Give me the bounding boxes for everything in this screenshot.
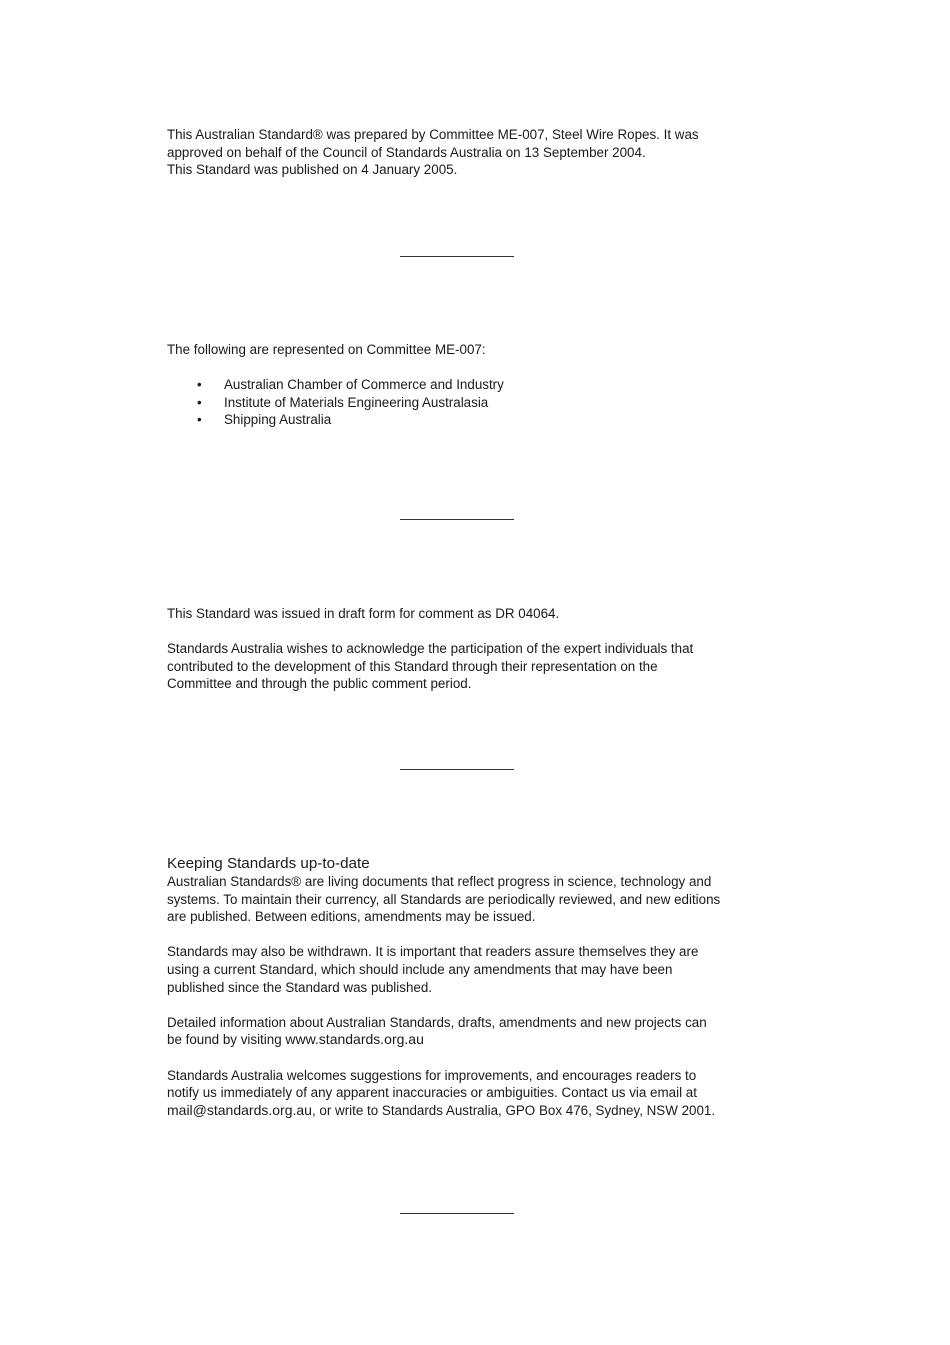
suggestions-line-3 xyxy=(167,1102,757,1120)
preparation-statement xyxy=(167,126,757,179)
preparation-line-1: This Australian Standard® was prepared by Committee ME-007, Steel Wire Ropes. It was xyxy=(167,127,699,142)
withdrawn-line-2: using a current Standard, which should include any amendments that may have been xyxy=(167,961,673,977)
committee-member-item xyxy=(167,411,757,429)
draft-statement: This Standard was issued in draft form for comment as DR 04064. xyxy=(167,606,560,621)
suggestions-line-1: Standards Australia welcomes suggestions for improvements, and encourages readers to xyxy=(167,1067,697,1083)
committee-section xyxy=(167,341,757,429)
committee-member-name: Shipping Australia xyxy=(224,412,332,428)
acknowledgement-line-3: Committee and through the public comment period. xyxy=(167,676,472,692)
committee-intro: The following are represented on Committee ME-007: xyxy=(167,342,486,357)
email-link[interactable]: mail@standards.org.au xyxy=(167,1101,312,1118)
living-documents-line-2: systems. To maintain their currency, all Standards are periodically reviewed, and new editions xyxy=(167,891,721,907)
committee-member-list xyxy=(167,376,757,429)
section-divider-1 xyxy=(400,256,514,257)
draft-section xyxy=(167,605,757,693)
withdrawn-line-1: Standards may also be withdrawn. It is important that readers assure themselves they are xyxy=(167,944,699,960)
preparation-line-3: This Standard was published on 4 January 2005. xyxy=(167,162,458,178)
committee-member-name: Institute of Materials Engineering Australasia xyxy=(224,394,489,410)
keeping-standards-section xyxy=(167,854,757,1119)
information-line-1: Detailed information about Australian Standards, drafts, amendments and new projects can xyxy=(167,1014,707,1030)
suggestions-line-2: notify us immediately of any apparent inaccuracies or ambiguities. Contact us via email at xyxy=(167,1085,697,1101)
information-prefix: be found by visiting xyxy=(167,1032,286,1048)
preparation-line-2: approved on behalf of the Council of Standards Australia on 13 September 2004. xyxy=(167,144,646,160)
acknowledgement-line-1: Standards Australia wishes to acknowledge the participation of the expert individuals that xyxy=(167,641,694,657)
committee-member-item xyxy=(167,394,757,412)
living-documents-line-3: are published. Between editions, amendments may be issued. xyxy=(167,909,536,925)
committee-member-name: Australian Chamber of Commerce and Industry xyxy=(224,377,504,393)
section-heading: Keeping Standards up-to-date xyxy=(167,855,370,872)
postal-address: , or write to Standards Australia, GPO Box 476, Sydney, NSW 2001. xyxy=(311,1102,716,1118)
information-line-2 xyxy=(167,1031,757,1049)
bullet-icon: • xyxy=(197,412,202,428)
living-documents-line-1: Australian Standards® are living documents that reflect progress in science, technology and xyxy=(167,874,712,889)
committee-member-item xyxy=(167,376,757,394)
acknowledgement-line-2: contributed to the development of this Standard through their representation on the xyxy=(167,658,658,674)
section-divider-3 xyxy=(400,769,514,770)
section-divider-4 xyxy=(400,1213,514,1214)
withdrawn-line-3: published since the Standard was published. xyxy=(167,979,433,995)
bullet-icon: • xyxy=(197,377,202,393)
website-link[interactable]: www.standards.org.au xyxy=(285,1031,424,1048)
section-divider-2 xyxy=(400,519,514,520)
bullet-icon: • xyxy=(197,394,202,410)
